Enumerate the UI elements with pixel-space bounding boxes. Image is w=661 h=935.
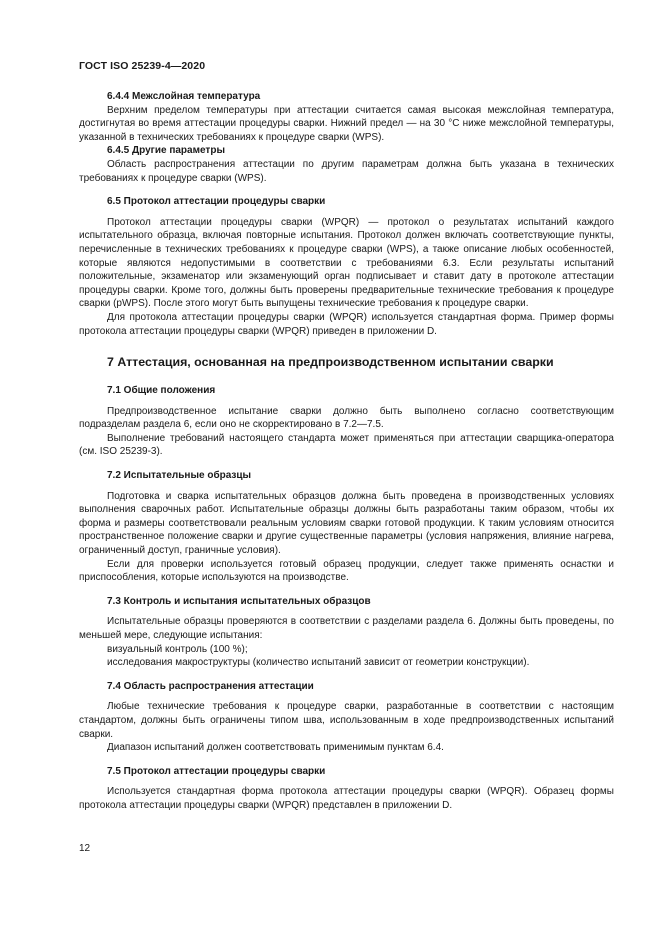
section-7-4-paragraph-2: Диапазон испытаний должен соответствовать применимым пунктам 6.4. xyxy=(107,742,444,754)
section-7-2-paragraph-1: Подготовка и сварка испытательных образцов должна быть проведена в производственных условиях выполнения сварочных работ. Испытательные образцы должны быть разработаны таким образом, чтобы их форма и размеры соответствовали реальным условиям сварки готовой продукции. К таким условиям относится пространственное положение сварки и другие существенные параметры (условия напряжения, влияние нагрева, ограниченный доступ, граничные условия). xyxy=(79,490,614,557)
section-7-5-paragraph: Используется стандартная форма протокола аттестации процедуры сварки (WPQR). Образец формы протокола аттестации процедуры сварки (WPQR) представлен в приложении D. xyxy=(79,786,614,811)
section-7-2-paragraph-2: Если для проверки используется готовый образец продукции, следует также применять оснастки и приспособления, которые используются на производстве. xyxy=(79,558,614,584)
standard-header: ГОСТ ISO 25239-4—2020 xyxy=(79,60,206,72)
section-6-4-5-title: 6.4.5 Другие параметры xyxy=(107,145,225,157)
section-7-3-title: 7.3 Контроль и испытания испытательных образцов xyxy=(107,595,371,607)
section-7-2-title: 7.2 Испытательные образцы xyxy=(107,470,252,482)
section-7-3-list-item-2: исследования макроструктуры (количество испытаний зависит от геометрии конструкции). xyxy=(107,657,530,669)
section-7-4-paragraph-1: Любые технические требования к процедуре сварки, разработанные в соответствии с настоящим стандартом, должны быть ограничены типом шва, использованным в ходе предпроизводственных испытаний сварки. xyxy=(79,701,614,740)
section-7-title: 7 Аттестация, основанная на предпроизводственном испытании сварки xyxy=(107,355,554,370)
section-7-3-list-item-1: визуальный контроль (100 %); xyxy=(107,643,248,655)
section-7-1-paragraph-2: Выполнение требований настоящего стандарта может применяться при аттестации сварщика-оператора (см. ISO 25239-3). xyxy=(79,432,614,458)
section-7-1-title: 7.1 Общие положения xyxy=(107,385,216,397)
section-6-5-paragraph-1: Протокол аттестации процедуры сварки (WPQR) — протокол о результатах испытаний каждого испытательного образца, включая повторные испытания. Протокол должен включать соответствующие пункты, перечисленные в технических требованиях к процедуре сварки (WPS), а также описание любых особенностей, которые являются недопустимыми в соответствии с требованиями 6.3. Если результаты испытаний положительные, экзаменатор или экзаменующий орган подписывает и ставит дату в протоколе аттестации процедуры сварки. Кроме того, должны быть проверены предварительные технические требования к процедуре сварки (pWPS). После этого могут быть выпущены технические требования к процедуре сварки. xyxy=(79,216,614,310)
section-7-4-title: 7.4 Область распространения аттестации xyxy=(107,680,314,692)
page-number: 12 xyxy=(79,843,91,854)
section-7-1-paragraph-1: Предпроизводственное испытание сварки должно быть выполнено согласно соответствующим подразделам раздела 6, если оно не скорректировано в 7.2—7.5. xyxy=(79,405,614,431)
section-7-5-title: 7.5 Протокол аттестации процедуры сварки xyxy=(107,765,326,777)
section-6-4-4-title: 6.4.4 Межслойная температура xyxy=(107,91,261,102)
section-6-5-paragraph-2: Для протокола аттестации процедуры сварки (WPQR) используется стандартная форма. Пример формы протокола аттестации процедуры сварки (WPQR) приведен в приложении D. xyxy=(79,311,614,337)
section-7-3-paragraph: Испытательные образцы проверяются в соответствии с разделами раздела 6. Должны быть проведены, по меньшей мере, следующие испытания: xyxy=(79,616,614,641)
section-6-4-5-paragraph: Область распространения аттестации по другим параметрам должна быть указана в технических требованиях к процедуре сварки (WPS). xyxy=(79,158,614,184)
section-6-5-title: 6.5 Протокол аттестации процедуры сварки xyxy=(107,196,326,208)
page-content xyxy=(79,90,614,813)
section-6-4-4-paragraph: Верхним пределом температуры при аттестации считается самая высокая межслойная температура, достигнутая во время аттестации процедуры сварки. Нижний предел — на 30 °C ниже межслойной температуры, указанной в технических требованиях к процедуре сварки (WPS). xyxy=(79,104,614,143)
